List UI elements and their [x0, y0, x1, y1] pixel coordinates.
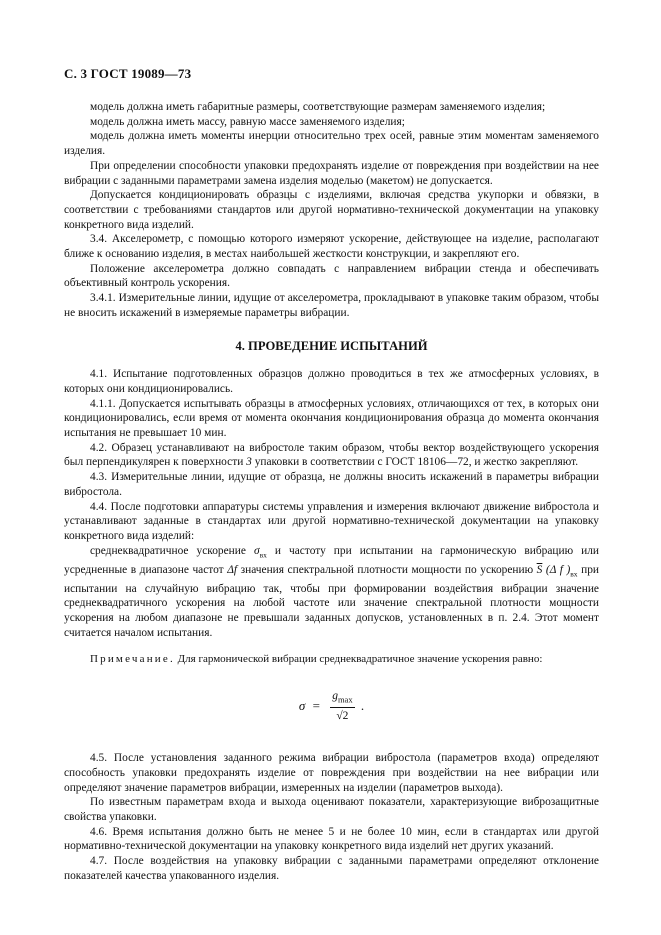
text-span: при испытании на случайную вибрацию так, чтобы при формировании воздействия вибрации значение среднеквадратичного ускорения на любой частоте или значение спектральной плотности мощности ускорения на любом диапазоне не превышали заданных допусков, установленных в п. 2.4. Этот момент считается началом испытания. [64, 563, 599, 639]
text-span: 4.2. Образец устанавливают на вибростоле таким образом, чтобы вектор воздействующего ускорения был перпендикулярен к поверхности [64, 441, 599, 469]
text-span: среднеквадратичное ускорение [90, 544, 254, 557]
text-span: значения спектральной плотности мощности по ускорению [237, 563, 537, 576]
numerator-sub: max [337, 694, 353, 705]
formula-numerator [330, 689, 354, 708]
formula-equals: = [312, 698, 320, 714]
paragraph: 4.6. Время испытания должно быть не менее 5 и не более 10 мин, если в стандартах или другой нормативно-технической документации на упаковку конкретного вида изделий нет других указаний. [64, 825, 599, 853]
paragraph: 4.1.1. Допускается испытывать образцы в атмосферных условиях, отличающихся от тех, в которых они кондиционировались, если время от момента окончания кондиционирования образца до момента окончания испытания не превышает 10 мин. [64, 397, 599, 440]
formula-sigma: σ [298, 698, 306, 714]
paragraph: 4.7. После воздействия на упаковку вибрации с заданными параметрами определяют отклонение показателей качества упакованного изделия. [64, 855, 599, 882]
text-span: упаковки в соответствии с ГОСТ 18106—72, и жестко закрепляют. [251, 456, 579, 469]
paragraph: Допускается кондиционировать образцы с изделиями, включая средства укупорки и обвязки, в соответствии с требованиями стандартов или другой нормативно-технической документации на упаковку конкретного вида изделий. [64, 189, 599, 231]
italic-number: 3 [246, 456, 252, 469]
document-body [64, 100, 599, 884]
s-bar-symbol: $\overline{S}$ [536, 563, 543, 576]
sigma-symbol: σ [253, 544, 260, 557]
paragraph: По известным параметрам входа и выхода оценивают показатели, характеризующие виброзащитные свойства упаковки. [64, 796, 599, 823]
subscript: вх [259, 549, 267, 559]
paragraph: модель должна иметь моменты инерции относительно трех осей, равные этим моментам заменяемого изделия. [64, 130, 599, 158]
subscript: вх [570, 568, 578, 578]
paragraph-4-2 [64, 441, 599, 470]
page-header: С. 3 ГОСТ 19089—73 [64, 66, 192, 81]
formula-fraction [330, 689, 354, 724]
formula-denominator: √2 [336, 710, 349, 723]
note-text: Для гармонической вибрации среднеквадратичное значение ускорения равно: [174, 653, 543, 666]
paragraph: 4.1. Испытание подготовленных образцов должно проводиться в тех же атмосферных условиях, в которых они кондиционировались. [64, 368, 599, 395]
paragraph: При определении способности упаковки предохранять изделие от повреждения при воздействии на нее вибрации с заданными параметрами замена изделия моделью (макетом) не допускается. [64, 159, 599, 187]
delta-f-symbol: Δf [227, 563, 238, 576]
note [64, 652, 599, 667]
function-arg: (Δ f ) [545, 563, 571, 576]
paragraph: модель должна иметь массу, равную массе заменяемого изделия; [90, 115, 405, 128]
note-label: Примечание. [90, 653, 175, 666]
paragraph: модель должна иметь габаритные размеры, соответствующие размерам заменяемого изделия; [90, 101, 546, 113]
formula [64, 689, 599, 727]
paragraph: 4.4. После подготовки аппаратуры системы управления и измерения включают движение вибростола и устанавливают заданные в стандартах или другой нормативно-технической документации на упаковку конкретного вида изделий: [64, 500, 599, 542]
paragraph: 3.4. Акселерометр, с помощью которого измеряют ускорение, действующее на изделие, располагают ближе к основанию изделия, в местах наибольшей жесткости конструкции, и закрепляют его. [64, 233, 599, 261]
paragraph: 4.3. Измерительные линии, идущие от образца, не должны вносить искажений в параметры вибрации вибростола. [64, 471, 599, 498]
formula-period: . [360, 698, 365, 714]
section-title: 4. ПРОВЕДЕНИЕ ИСПЫТАНИЙ [235, 338, 428, 353]
paragraph: 3.4.1. Измерительные линии, идущие от акселерометра, прокладывают в упаковке таким образом, чтобы не вносить искажений в измеряемые параметры вибрации. [64, 292, 599, 319]
paragraph: 4.5. После установления заданного режима вибрации вибростола (параметров входа) определяют способность упаковки предохранять изделие от повреждения при воздействии на нее вибрации или определяют значение параметров вибрации, измеренных на изделии (параметров выхода). [64, 752, 599, 794]
text-span: и частоту при испытании на гармоническую вибрацию или усредненные в диапазоне частот [64, 544, 600, 576]
paragraph: Положение акселерометра должно совпадать с направлением вибрации стенда и обеспечивать объективный контроль ускорения. [64, 262, 599, 290]
paragraph-4-4-params [64, 544, 599, 641]
numerator-g: g [332, 690, 338, 703]
